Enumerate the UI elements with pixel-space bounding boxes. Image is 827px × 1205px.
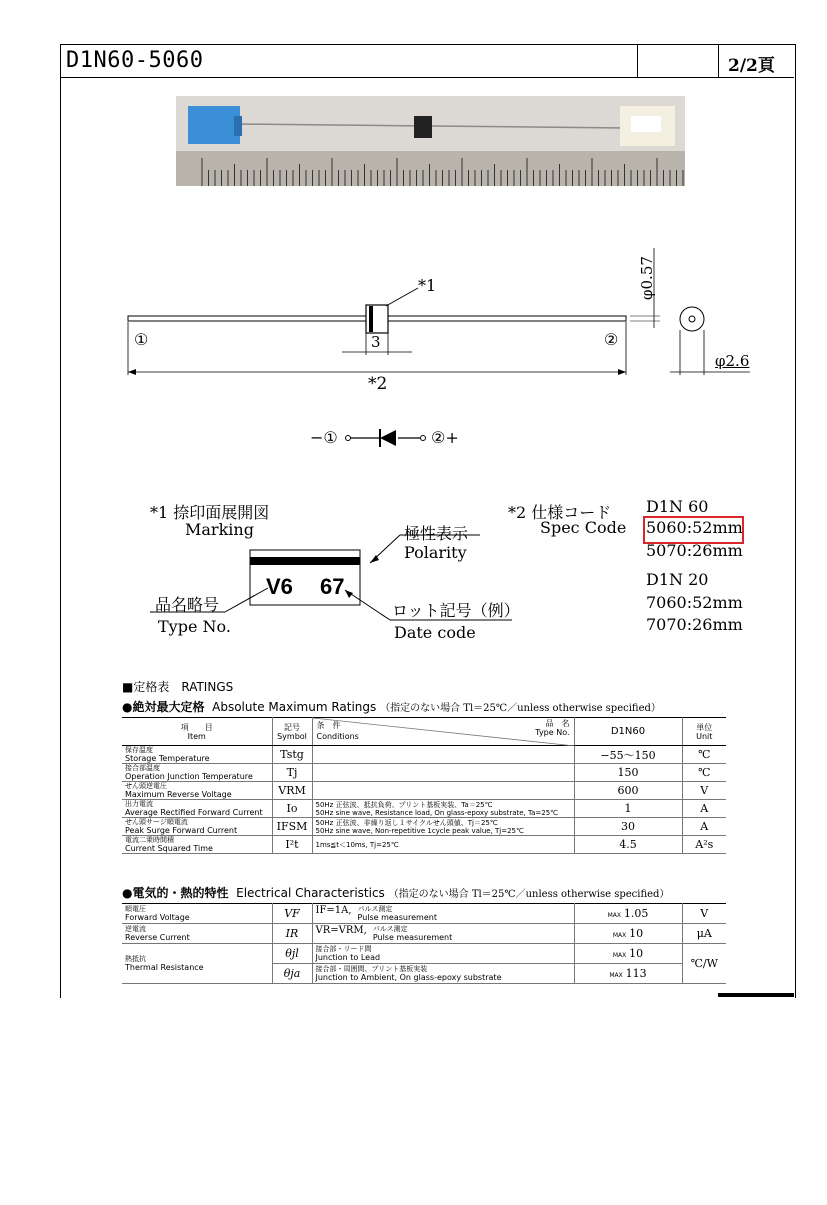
- bottom-bar: [718, 993, 794, 997]
- diode-photo: [176, 96, 685, 186]
- elec-table: [122, 903, 726, 984]
- cond-jp: 接合部・リード間: [315, 945, 372, 953]
- type-label-jp: 品名略号: [155, 595, 220, 614]
- hdr-symbol-jp: 記号: [284, 722, 300, 732]
- table-row: [122, 818, 726, 836]
- unit: ℃/W: [682, 944, 726, 984]
- body-length: 3: [371, 333, 381, 351]
- lot-label-en: Date code: [394, 623, 476, 642]
- cond-jp: パルス測定: [357, 905, 393, 913]
- cond-main: IF=1A,: [315, 905, 352, 916]
- value: 113: [625, 967, 647, 980]
- item-en: Peak Surge Forward Current: [125, 826, 238, 835]
- hdr-unit-jp: 単位: [696, 722, 713, 732]
- unit: A: [682, 818, 726, 836]
- hdr-type-jp: 品 名: [545, 719, 570, 728]
- type-label-en: Type No.: [158, 617, 231, 636]
- hdr-part: D1N60: [574, 718, 682, 746]
- unit: A²s: [682, 836, 726, 854]
- symbol: IR: [272, 924, 312, 944]
- page-number: 2/2頁: [728, 56, 775, 76]
- abs-max-title-jp: ●絶対最大定格: [122, 700, 205, 714]
- cond-en: 50Hz sine wave, Resistance load, On glass-epoxy substrate, Ta=25℃: [315, 808, 559, 817]
- item-en: Storage Temperature: [125, 754, 210, 763]
- hdr-cond-jp: 条 件: [316, 721, 341, 730]
- table-row: [122, 924, 726, 944]
- terminal-1: ①: [134, 330, 149, 349]
- elec-title: [122, 884, 669, 901]
- polarity-plus: ②+: [431, 428, 459, 447]
- spec-heading: *2 仕様コード: [508, 503, 612, 522]
- marking-heading-en: Marking: [185, 520, 254, 539]
- spec-group1-item: 5070:26mm: [646, 541, 743, 560]
- cond-en: Junction to Lead: [315, 953, 381, 962]
- item-en: Current Squared Time: [125, 844, 213, 853]
- unit: ℃: [682, 764, 726, 782]
- spec-group1-item: 5060:52mm: [646, 518, 743, 537]
- item-jp: 保存温度: [125, 746, 153, 754]
- cond-en: Pulse measurement: [357, 913, 437, 922]
- value: 10: [629, 927, 644, 940]
- unit: μA: [682, 924, 726, 944]
- abs-max-title-en: Absolute Maximum Ratings: [212, 700, 377, 714]
- cond-jp: 接合部・周囲間、プリント基板実装: [315, 965, 428, 973]
- item-jp: 順電圧: [125, 905, 146, 913]
- hdr-type-en: Type No.: [535, 728, 570, 737]
- item-en: Reverse Current: [125, 933, 190, 942]
- elec-note: （指定のない場合 Tl＝25℃／unless otherwise specified）: [388, 889, 670, 900]
- item-jp: 出力電流: [125, 800, 153, 808]
- item-jp: 接合部温度: [125, 764, 160, 772]
- body-diameter: φ2.6: [715, 352, 750, 370]
- cond-jp: パルス測定: [372, 925, 408, 933]
- spec-group2-title: D1N 20: [646, 570, 709, 589]
- unit: ℃: [682, 746, 726, 764]
- unit: V: [682, 782, 726, 800]
- marking-lot-code: 67: [320, 574, 345, 599]
- symbol: I²t: [272, 836, 312, 854]
- abs-max-note: （指定のない場合 Tl＝25℃／unless otherwise specified）: [380, 703, 661, 714]
- value: 1: [574, 800, 682, 818]
- polarity-minus: −①: [310, 428, 338, 447]
- spec-heading-en: Spec Code: [540, 518, 627, 537]
- lot-label-jp: ロット記号（例）: [392, 601, 520, 620]
- value: −55〜150: [574, 746, 682, 764]
- table-row: [122, 764, 726, 782]
- max-label: MAX: [612, 932, 627, 939]
- outline-drawing: [110, 230, 780, 460]
- symbol: Tstg: [272, 746, 312, 764]
- header-divider: [637, 44, 638, 77]
- hdr-symbol-en: Symbol: [277, 731, 307, 741]
- symbol: IFSM: [272, 818, 312, 836]
- terminal-2: ②: [604, 330, 619, 349]
- cond-en: Junction to Ambient, On glass-epoxy substrate: [315, 973, 502, 982]
- abs-max-table: [122, 717, 726, 854]
- value: 4.5: [574, 836, 682, 854]
- symbol: θja: [272, 964, 312, 984]
- cond-main: VR=VRM,: [315, 925, 367, 936]
- item-jp: せん頭逆電圧: [125, 782, 167, 790]
- document-title: D1N60-5060: [66, 48, 204, 73]
- hdr-item-en: Item: [187, 731, 206, 741]
- symbol: Tj: [272, 764, 312, 782]
- table-row: [122, 782, 726, 800]
- marking-heading: *1 捺印面展開図: [150, 503, 270, 522]
- abs-max-title: [122, 698, 661, 715]
- symbol: VF: [272, 904, 312, 924]
- polarity-label-jp: 極性表示: [404, 524, 469, 543]
- table-row: [122, 800, 726, 818]
- hdr-unit-en: Unit: [696, 731, 713, 741]
- marking-type-code: V6: [266, 574, 293, 599]
- item-en: Thermal Resistance: [125, 963, 204, 972]
- item-en: Maximum Reverse Voltage: [125, 790, 232, 799]
- abs-header-row: [122, 718, 726, 746]
- item-en: Operation Junction Temperature: [125, 772, 253, 781]
- symbol: θjl: [272, 944, 312, 964]
- item-jp: 電流二乗時間積: [125, 836, 174, 844]
- item-en: Average Rectified Forward Current: [125, 808, 263, 817]
- symbol: Io: [272, 800, 312, 818]
- max-label: MAX: [612, 952, 627, 959]
- length-ref: *2: [368, 374, 388, 394]
- item-en: Forward Voltage: [125, 913, 190, 922]
- item-jp: 熱抵抗: [125, 955, 146, 963]
- table-row: [122, 746, 726, 764]
- value: 150: [574, 764, 682, 782]
- max-label: MAX: [607, 912, 622, 919]
- ratings-title: ■定格表 RATINGS: [122, 680, 234, 694]
- spec-group2-item: 7070:26mm: [646, 615, 743, 634]
- lead-diameter: φ0.57: [638, 256, 656, 300]
- unit: A: [682, 800, 726, 818]
- cond-en: Pulse measurement: [372, 933, 453, 942]
- table-row: [122, 836, 726, 854]
- cond-en: 1ms≦t＜10ms, Tj=25℃: [315, 840, 399, 849]
- unit: V: [682, 904, 726, 924]
- polarity-label-en: Polarity: [404, 543, 467, 562]
- symbol: VRM: [272, 782, 312, 800]
- value: 10: [629, 947, 644, 960]
- diode-photo-graphic: [176, 96, 685, 186]
- hdr-item-jp: 項 目: [180, 722, 213, 732]
- header-divider: [718, 44, 719, 77]
- spec-group2-item: 7060:52mm: [646, 593, 743, 612]
- value: 30: [574, 818, 682, 836]
- elec-title-jp: ●電気的・熱的特性: [122, 886, 229, 900]
- table-row: [122, 944, 726, 964]
- item-jp: せん頭サージ順電流: [125, 818, 188, 826]
- item-jp: 逆電流: [125, 925, 146, 933]
- elec-title-en: Electrical Characteristics: [236, 886, 385, 900]
- spec-group1-title: D1N 60: [646, 497, 709, 516]
- value: 1.05: [623, 907, 649, 920]
- max-label: MAX: [609, 972, 623, 979]
- cond-jp: 50Hz 正弦波、抵抗負荷、プリント基板実装、Ta＝25℃: [315, 800, 493, 809]
- cond-en: 50Hz sine wave, Non-repetitive 1cycle peak value, Tj=25℃: [315, 826, 524, 835]
- marking-ref: *1: [418, 276, 437, 295]
- cond-jp: 50Hz 正弦波、非繰り返し１サイクルせん頭値、Tj＝25℃: [315, 818, 498, 827]
- value: 600: [574, 782, 682, 800]
- hdr-cond-en: Conditions: [316, 732, 359, 741]
- table-row: [122, 904, 726, 924]
